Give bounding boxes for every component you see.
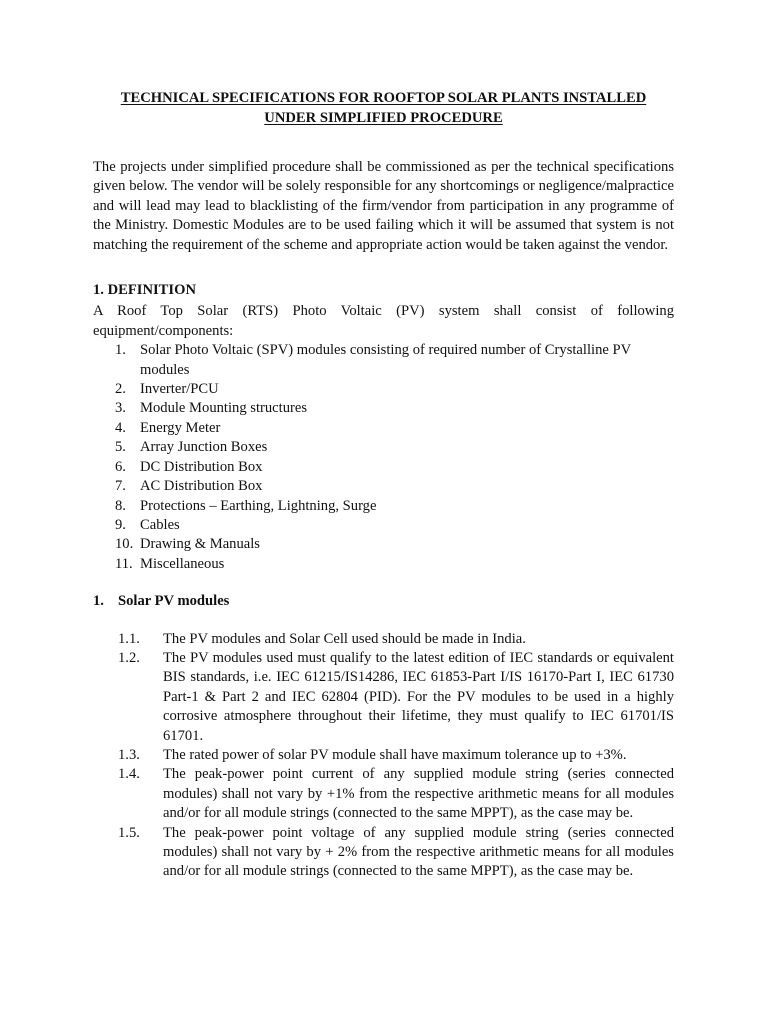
clause-item [93, 649, 674, 746]
list-item [93, 399, 674, 418]
clause-number: 1.4. [118, 766, 140, 783]
definition-heading: 1. DEFINITION [93, 282, 196, 299]
list-item [93, 477, 674, 496]
list-item-text: Module Mounting structures [140, 400, 308, 417]
solar-modules-heading [93, 592, 674, 611]
title-line-2: UNDER SIMPLIFIED PROCEDURE [264, 110, 503, 126]
list-item-text: Cables [140, 516, 180, 533]
list-item-number: 3. [115, 400, 126, 417]
list-item-number: 8. [115, 497, 126, 514]
list-item-number: 6. [115, 458, 126, 475]
list-item [93, 497, 674, 516]
clause-item [93, 746, 674, 765]
intro-paragraph: The projects under simplified procedure shall be commissioned as per the technical specifications given below. The vendor will be solely responsible for any shortcomings or negligence/malpractice and will lead may lead to blacklisting of the firm/vendor from participation in any programme of the Ministry. Domestic Modules are to be used failing which it will be assumed that system is not matching the requirement of the scheme and appropriate action would be taken against the vendor. [93, 159, 674, 253]
clause-number: 1.5. [118, 824, 140, 841]
list-item-text: Drawing & Manuals [140, 536, 260, 553]
clause-number: 1.1. [118, 630, 140, 647]
title-line-1: TECHNICAL SPECIFICATIONS FOR ROOFTOP SOLAR PLANTS INSTALLED [120, 90, 647, 106]
list-item-number: 10. [115, 536, 134, 553]
document-title [93, 88, 674, 128]
list-item-text: Miscellaneous [140, 555, 225, 572]
clause-text: The rated power of solar PV module shall have maximum tolerance up to +3%. [163, 746, 627, 763]
list-item-text: Inverter/PCU [140, 381, 219, 398]
list-item [93, 341, 674, 380]
list-item-number: 9. [115, 516, 126, 533]
list-item-number: 1. [115, 342, 126, 359]
list-item-text: Array Junction Boxes [140, 439, 268, 456]
section-number: 1. [93, 593, 104, 610]
clause-number: 1.3. [118, 746, 140, 763]
list-item-text: Energy Meter [140, 419, 221, 436]
list-item [93, 555, 674, 574]
list-item-text: AC Distribution Box [140, 478, 263, 495]
clauses-list [93, 630, 674, 882]
list-item [93, 438, 674, 457]
list-item-text: Protections – Earthing, Lightning, Surge [140, 497, 377, 514]
list-item [93, 516, 674, 535]
list-item-text: DC Distribution Box [140, 458, 263, 475]
clause-text: The peak-power point current of any supplied module string (series connected modules) shall not vary by +1% from the respective arithmetic means for all modules and/or for all module strings (connected to the same MPPT), as the case may be. [163, 766, 674, 822]
list-item-number: 2. [115, 381, 126, 398]
list-item-number: 5. [115, 439, 126, 456]
components-list [93, 341, 674, 574]
definition-text: A Roof Top Solar (RTS) Photo Voltaic (PV) system shall consist of following equipment/components: [93, 303, 674, 339]
list-item-text: Solar Photo Voltaic (SPV) modules consisting of required number of Crystalline PV modules [140, 342, 631, 378]
clause-text: The PV modules used must qualify to the latest edition of IEC standards or equivalent BIS standards, i.e. IEC 61215/IS14286, IEC 61853-Part I/IS 16170-Part I, IEC 61730 Part-1 & Part 2 and IEC 62804 (PID). For the PV modules to be used in a highly corrosive atmosphere throughout their lifetime, they must qualify to IEC 61701/IS 61701. [163, 649, 674, 744]
clause-item [93, 765, 674, 823]
clause-text: The PV modules and Solar Cell used should be made in India. [163, 630, 526, 647]
clause-item [93, 630, 674, 649]
clause-item [93, 824, 674, 882]
clause-text: The peak-power point voltage of any supplied module string (series connected modules) shall not vary by + 2% from the respective arithmetic means for all modules and/or for all module strings (connected to the same MPPT), as the case may be. [163, 824, 674, 880]
list-item-number: 7. [115, 478, 126, 495]
list-item [93, 419, 674, 438]
list-item [93, 458, 674, 477]
section-title: Solar PV modules [118, 593, 230, 610]
list-item [93, 535, 674, 554]
list-item [93, 380, 674, 399]
clause-number: 1.2. [118, 649, 140, 666]
list-item-number: 4. [115, 419, 126, 436]
list-item-number: 11. [115, 555, 133, 572]
